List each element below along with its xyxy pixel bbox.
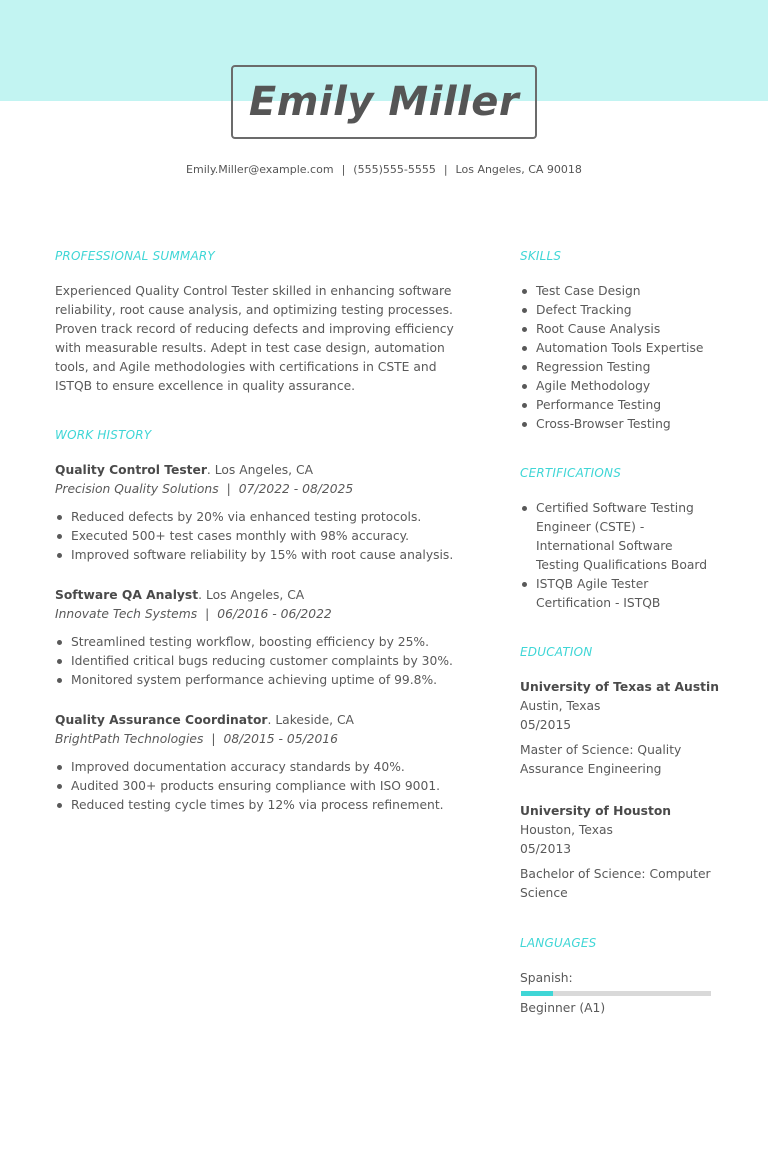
bullet-icon — [57, 515, 62, 520]
bullet-icon — [522, 327, 527, 332]
separator: | — [211, 732, 216, 746]
proficiency-bar — [521, 991, 711, 996]
school-name: University of Texas at Austin — [520, 680, 719, 694]
job-title: Quality Control Tester — [55, 463, 207, 477]
skills-list — [520, 282, 720, 434]
job-entry — [55, 586, 475, 690]
bullet-icon — [522, 506, 527, 511]
school-name: University of Houston — [520, 804, 672, 818]
bullet-icon — [522, 582, 527, 587]
education-heading: EDUCATION — [520, 645, 593, 659]
job-location: . Los Angeles, CA — [206, 463, 313, 477]
separator: | — [226, 482, 231, 496]
list-item: Improved software reliability by 15% with root cause analysis. — [55, 546, 475, 565]
graduation-date: 05/2013 — [520, 842, 572, 856]
job-location: . Los Angeles, CA — [198, 588, 305, 602]
list-item: ISTQB Agile Tester Certification - ISTQB — [520, 575, 715, 613]
list-item: Identified critical bugs reducing customer complaints by 30%. — [55, 652, 475, 671]
work-history-heading: WORK HISTORY — [55, 428, 152, 442]
degree: Master of Science: Quality Assurance Engineering — [520, 743, 682, 776]
bullet-icon — [522, 422, 527, 427]
bullet-icon — [522, 308, 527, 313]
bullet-icon — [522, 289, 527, 294]
language-level: Beginner (A1) — [520, 1001, 606, 1015]
bullet-icon — [57, 784, 62, 789]
job-dates: 06/2016 - 06/2022 — [217, 607, 332, 621]
school-location: Austin, Texas — [520, 699, 601, 713]
list-item: Improved documentation accuracy standards by 40%. — [55, 758, 475, 777]
job-title: Quality Assurance Coordinator — [55, 713, 268, 727]
company: Precision Quality Solutions — [55, 482, 219, 496]
bullet-icon — [57, 659, 62, 664]
bullet-icon — [57, 534, 62, 539]
bullet-icon — [522, 384, 527, 389]
list-item: Executed 500+ test cases monthly with 98% accuracy. — [55, 527, 475, 546]
skills-heading: SKILLS — [520, 249, 562, 263]
job-entry — [55, 461, 475, 565]
list-item: Reduced defects by 20% via enhanced testing protocols. — [55, 508, 475, 527]
graduation-date: 05/2015 — [520, 718, 572, 732]
school-location: Houston, Texas — [520, 823, 613, 837]
degree: Bachelor of Science: Computer Science — [520, 867, 711, 900]
bullet-icon — [57, 803, 62, 808]
certifications-list — [520, 499, 715, 613]
list-item: Cross-Browser Testing — [520, 415, 720, 434]
list-item: Monitored system performance achieving uptime of 99.8%. — [55, 671, 475, 690]
company: Innovate Tech Systems — [55, 607, 198, 621]
contact-line — [0, 163, 768, 176]
bullet-icon — [522, 346, 527, 351]
languages-heading: LANGUAGES — [520, 936, 597, 950]
list-item: Reduced testing cycle times by 12% via process refinement. — [55, 796, 475, 815]
list-item: Performance Testing — [520, 396, 720, 415]
list-item: Automation Tools Expertise — [520, 339, 720, 358]
language-name: Spanish: — [520, 971, 573, 985]
separator: | — [443, 163, 448, 176]
candidate-name: Emily Miller — [248, 79, 520, 125]
list-item: Regression Testing — [520, 358, 720, 377]
address: Los Angeles, CA 90018 — [455, 163, 582, 176]
bullet-icon — [522, 403, 527, 408]
list-item: Audited 300+ products ensuring compliance with ISO 9001. — [55, 777, 475, 796]
job-dates: 07/2022 - 08/2025 — [238, 482, 354, 496]
proficiency-bar-fill — [521, 991, 553, 996]
language-entry — [520, 969, 720, 1018]
bullet-icon — [57, 678, 62, 683]
bullet-icon — [57, 765, 62, 770]
email[interactable]: Emily.Miller@example.com — [186, 163, 334, 176]
name-box — [231, 65, 537, 139]
phone[interactable]: (555)555-5555 — [353, 163, 436, 176]
job-dates: 08/2015 - 05/2016 — [223, 732, 338, 746]
separator: | — [205, 607, 210, 621]
list-item: Agile Methodology — [520, 377, 720, 396]
summary-text: Experienced Quality Control Tester skilled in enhancing software reliability, root cause analysis, and optimizing testing processes. Proven track record of reducing defects and improving efficiency with measurable results. Adept in test case design, automation tools, and Agile methodologies with certifications in CSTE and ISTQB to ensure excellence in quality assurance. — [55, 284, 454, 393]
certifications-heading: CERTIFICATIONS — [520, 466, 622, 480]
job-title: Software QA Analyst — [55, 588, 199, 602]
list-item: Root Cause Analysis — [520, 320, 720, 339]
company: BrightPath Technologies — [55, 732, 204, 746]
list-item: Defect Tracking — [520, 301, 720, 320]
job-location: . Lakeside, CA — [267, 713, 354, 727]
education-entry — [520, 802, 720, 903]
list-item: Streamlined testing workflow, boosting efficiency by 25%. — [55, 633, 475, 652]
bullet-icon — [522, 365, 527, 370]
summary-heading: PROFESSIONAL SUMMARY — [55, 249, 215, 263]
list-item: Certified Software Testing Engineer (CSTE) - International Software Testing Qualifications Board — [520, 499, 715, 575]
list-item: Test Case Design — [520, 282, 720, 301]
bullet-icon — [57, 553, 62, 558]
job-entry — [55, 711, 475, 815]
bullet-icon — [57, 640, 62, 645]
education-entry — [520, 678, 720, 779]
separator: | — [341, 163, 346, 176]
